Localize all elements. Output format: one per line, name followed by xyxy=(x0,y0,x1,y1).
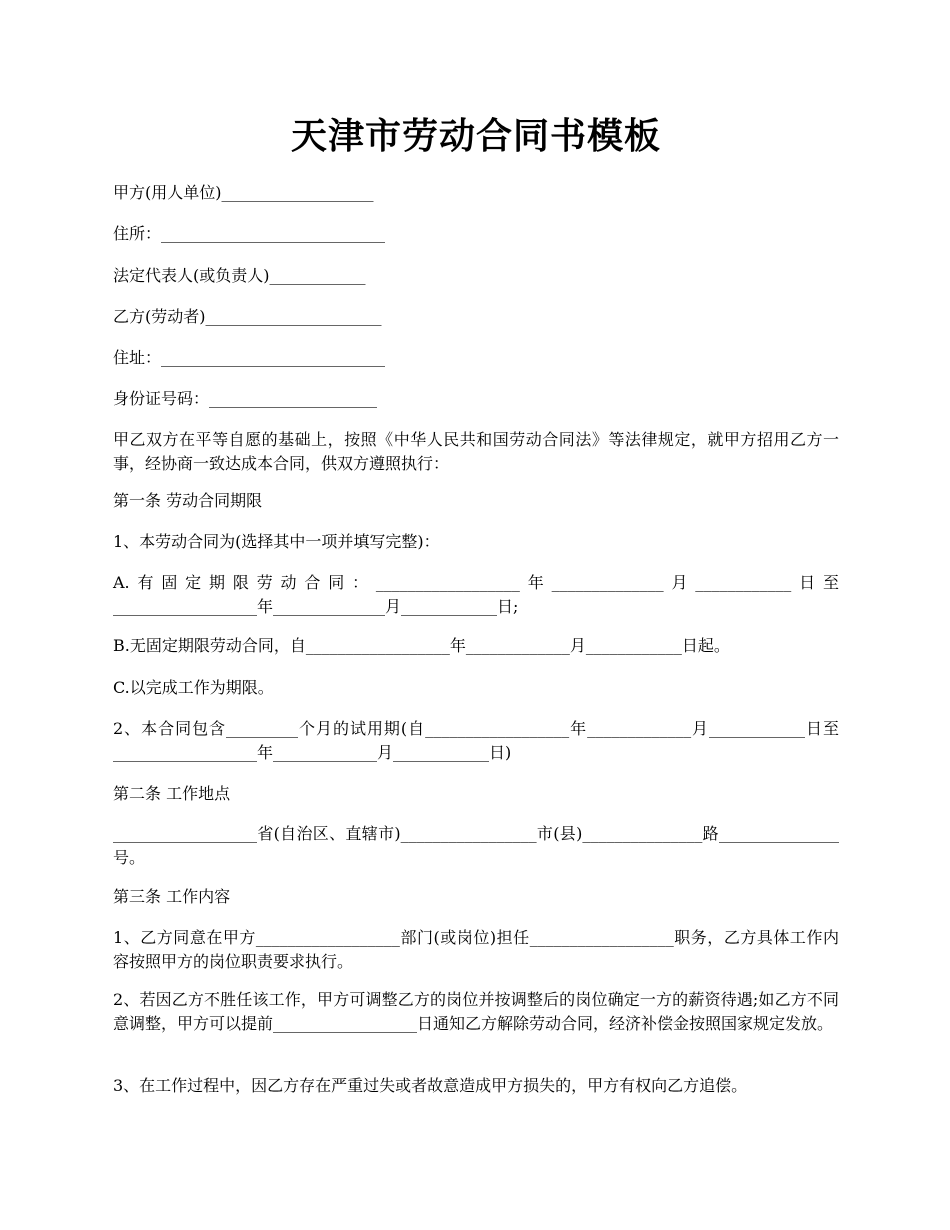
article-3-clause-3: 3、在工作过程中，因乙方存在严重过失或者故意造成甲方损失的，甲方有权向乙方追偿。 xyxy=(113,1076,748,1095)
party-b-worker: 乙方(劳动者)______________________ xyxy=(113,307,382,326)
article-3-clause-2: 2、若因乙方不胜任该工作，甲方可调整乙方的岗位并按调整后的岗位确定一方的薪资待遇;如乙方不同意调整，甲方可以提前__________________日通知乙方解除劳动合同，经济补偿金按照国家规定发放。 xyxy=(113,990,839,1033)
article-1-clause-1: 1、本劳动合同为(选择其中一项并填写完整)： xyxy=(113,532,440,551)
preamble: 甲乙双方在平等自愿的基础上，按照《中华人民共和国劳动合同法》等法律规定，就甲方招用乙方一事，经协商一致达成本合同，供双方遵照执行： xyxy=(113,430,839,473)
legal-representative: 法定代表人(或负责人)____________ xyxy=(113,266,366,285)
option-b-open-ended: B.无固定期限劳动合同，自__________________年_____________月____________日起。 xyxy=(113,636,730,655)
article-1-heading: 第一条 劳动合同期限 xyxy=(113,491,263,510)
article-2-heading: 第二条 工作地点 xyxy=(113,784,231,803)
option-a-fixed-term: A.有固定期限劳动合同：__________________年______________月____________日至__________________年______________月____________日; xyxy=(113,573,839,616)
article-3-clause-1: 1、乙方同意在甲方__________________部门(或岗位)担任__________________职务，乙方具体工作内容按照甲方的岗位职责要求执行。 xyxy=(113,928,839,971)
party-a-employer: 甲方(用人单位)___________________ xyxy=(113,183,374,202)
probation-period: 2、本合同包含_________个月的试用期(自__________________年_____________月____________日至__________________年_____________月____________日) xyxy=(113,719,839,762)
party-a-address: 住所：____________________________ xyxy=(113,224,386,243)
document-title: 天津市劳动合同书模板 xyxy=(290,115,661,157)
article-3-heading: 第三条 工作内容 xyxy=(113,887,231,906)
work-location: __________________省(自治区、直辖市)_________________市(县)_______________路_______________号。 xyxy=(113,824,839,867)
party-b-address: 住址：____________________________ xyxy=(113,348,386,367)
id-number: 身份证号码：_____________________ xyxy=(113,389,378,408)
option-c-task-based: C.以完成工作为期限。 xyxy=(113,678,274,697)
